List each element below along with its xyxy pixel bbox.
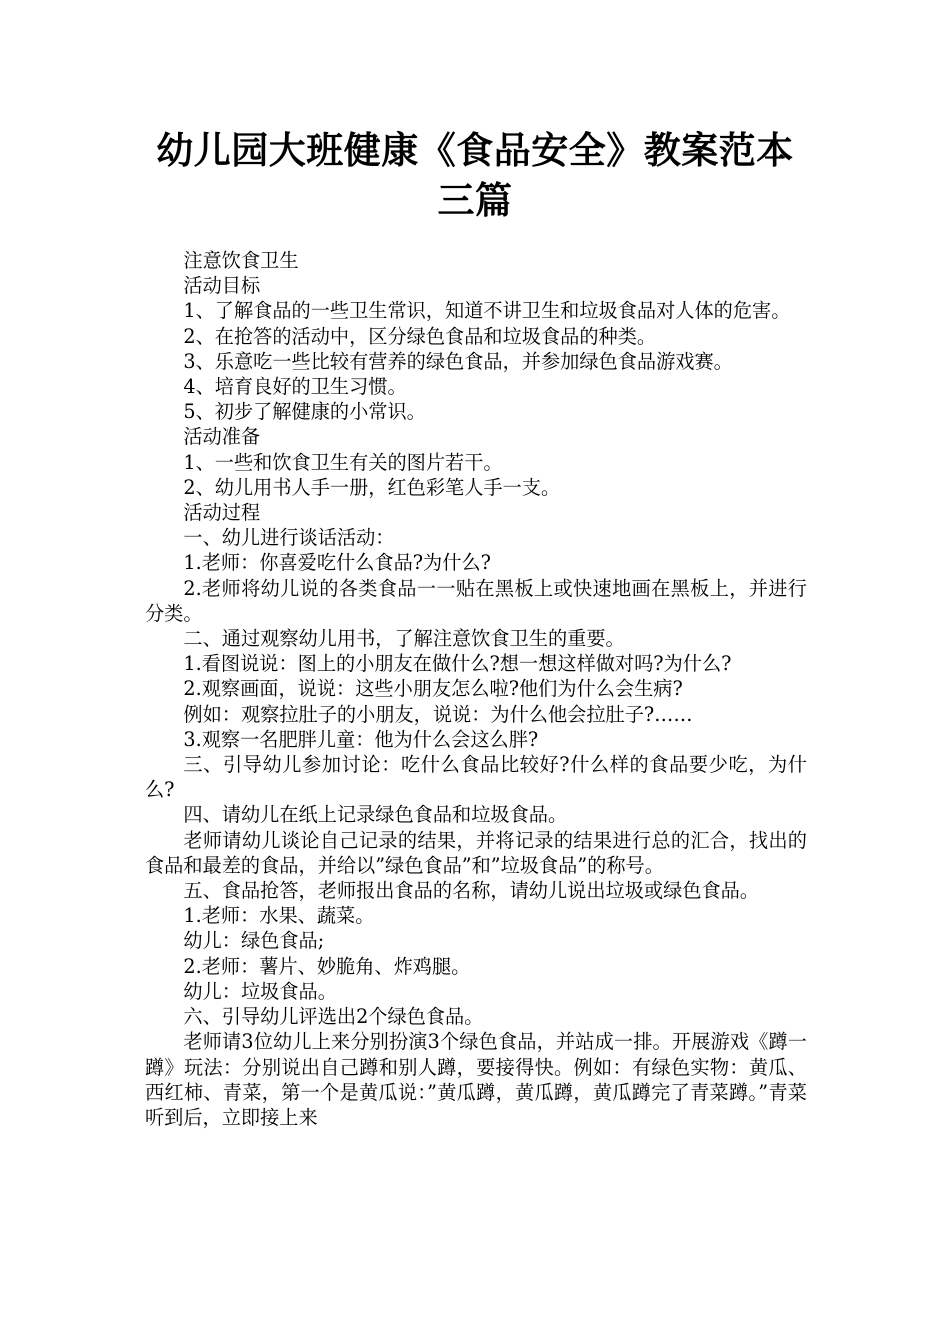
paragraph: 2.观察画面，说说：这些小朋友怎么啦?他们为什么会生病? [183, 677, 683, 701]
document-body [145, 248, 807, 1130]
paragraph: 3、乐意吃一些比较有营养的绿色食品，并参加绿色食品游戏赛。 [183, 349, 733, 373]
paragraph: 例如：观察拉肚子的小朋友，说说：为什么他会拉肚子?…… [183, 702, 693, 726]
document-title [100, 126, 850, 226]
paragraph: 四、请幼儿在纸上记录绿色食品和垃圾食品。 [183, 803, 568, 827]
paragraph: 5、初步了解健康的小常识。 [183, 400, 426, 424]
paragraph: 1、了解食品的一些卫生常识，知道不讲卫生和垃圾食品对人体的危害。 [183, 299, 791, 323]
paragraph: 三、引导幼儿参加讨论：吃什么食品比较好?什么样的食品要少吃，为什么? [145, 753, 807, 802]
paragraph: 一、幼儿进行谈话活动： [183, 526, 395, 550]
section-heading: 活动准备 [183, 425, 261, 449]
paragraph: 1.看图说说：图上的小朋友在做什么?想一想这样做对吗?为什么? [183, 652, 732, 676]
paragraph: 幼儿：垃圾食品。 [183, 979, 337, 1003]
paragraph: 4、培育良好的卫生习惯。 [183, 375, 407, 399]
paragraph: 老师请幼儿谈论自己记录的结果，并将记录的结果进行总的汇合，找出的食品和最差的食品，并给以”绿色食品”和”垃圾食品”的称号。 [145, 828, 807, 877]
paragraph: 3.观察一名肥胖儿童：他为什么会这么胖? [183, 727, 539, 751]
paragraph: 2、在抢答的活动中，区分绿色食品和垃圾食品的种类。 [183, 324, 657, 348]
paragraph: 幼儿：绿色食品; [183, 929, 325, 953]
paragraph: 2.老师：薯片、妙脆角、炸鸡腿。 [183, 954, 471, 978]
section-heading: 活动目标 [183, 274, 261, 298]
section-heading: 注意饮食卫生 [183, 249, 299, 272]
paragraph: 1.老师：水果、蔬菜。 [183, 904, 375, 928]
paragraph: 五、食品抢答，老师报出食品的名称，请幼儿说出垃圾或绿色食品。 [183, 879, 760, 903]
paragraph: 六、引导幼儿评选出2个绿色食品。 [183, 1005, 484, 1029]
title-line-1: 幼儿园大班健康《食品安全》教案范本 [156, 129, 794, 172]
title-line-2: 三篇 [437, 179, 513, 222]
paragraph: 1.老师：你喜爱吃什么食品?为什么? [183, 551, 491, 575]
paragraph: 2、幼儿用书人手一册，红色彩笔人手一支。 [183, 475, 561, 499]
paragraph: 1、一些和饮食卫生有关的图片若干。 [183, 450, 503, 474]
paragraph: 老师请3位幼儿上来分别扮演3个绿色食品，并站成一排。开展游戏《蹲一蹲》玩法：分别说出自己蹲和别人蹲，要接得快。例如：有绿色实物：黄瓜、西红柿、青菜，第一个是黄瓜说：”黄瓜蹲，黄瓜蹲，黄瓜蹲完了青菜蹲。”青菜听到后，立即接上来 [145, 1030, 807, 1129]
section-heading: 活动过程 [183, 501, 261, 525]
paragraph: 二、通过观察幼儿用书，了解注意饮食卫生的重要。 [183, 627, 625, 651]
paragraph: 2.老师将幼儿说的各类食品一一贴在黑板上或快速地画在黑板上，并进行分类。 [145, 576, 807, 625]
